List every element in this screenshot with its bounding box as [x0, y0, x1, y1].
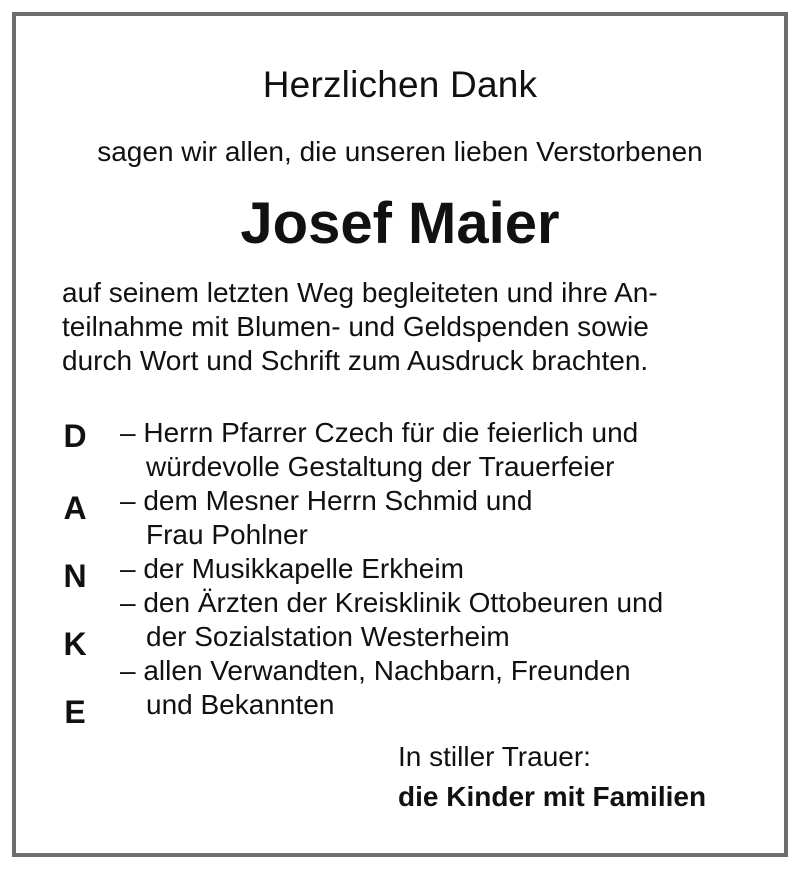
paragraph-line: durch Wort und Schrift zum Ausdruck brachten.: [62, 345, 649, 376]
intro-line: sagen wir allen, die unseren lieben Verstorbenen: [97, 136, 703, 167]
thanks-entry: [120, 484, 663, 552]
entry-line: und Bekannten: [146, 689, 335, 720]
danke-letter-d: D: [63, 418, 87, 454]
entry-line: – den Ärzten der Kreisklinik Ottobeuren und: [120, 586, 663, 620]
entry-line: Frau Pohlner: [146, 519, 308, 550]
danke-letter-e: E: [64, 694, 86, 730]
notice-heading: Herzlichen Dank: [262, 64, 538, 105]
danke-letter-k: K: [63, 626, 87, 662]
entry-line: – allen Verwandten, Nachbarn, Freunden: [120, 654, 663, 688]
entry-line: würdevolle Gestaltung der Trauerfeier: [146, 451, 615, 482]
entry-line: – dem Mesner Herrn Schmid und: [120, 484, 663, 518]
signature: die Kinder mit Familien: [398, 781, 707, 812]
thanks-entry: [120, 552, 663, 586]
thanks-entry: [120, 416, 663, 484]
thanks-list: [120, 416, 663, 722]
danke-letter-n: N: [63, 558, 87, 594]
entry-line: – der Musikkapelle Erkheim: [120, 552, 663, 586]
thanks-entry: [120, 654, 663, 722]
paragraph-line: teilnahme mit Blumen- und Geldspenden sowie: [62, 311, 649, 342]
thanks-entry: [120, 586, 663, 654]
entry-line: – Herrn Pfarrer Czech für die feierlich und: [120, 416, 663, 450]
danke-letter-a: A: [63, 490, 87, 526]
entry-line: der Sozialstation Westerheim: [146, 621, 510, 652]
deceased-name: Josef Maier: [240, 191, 560, 256]
closing-line: In stiller Trauer:: [398, 741, 591, 772]
paragraph-line: auf seinem letzten Weg begleiteten und ihre An-: [62, 277, 658, 308]
closing-block: [398, 737, 706, 817]
thanks-paragraph: [62, 276, 658, 378]
